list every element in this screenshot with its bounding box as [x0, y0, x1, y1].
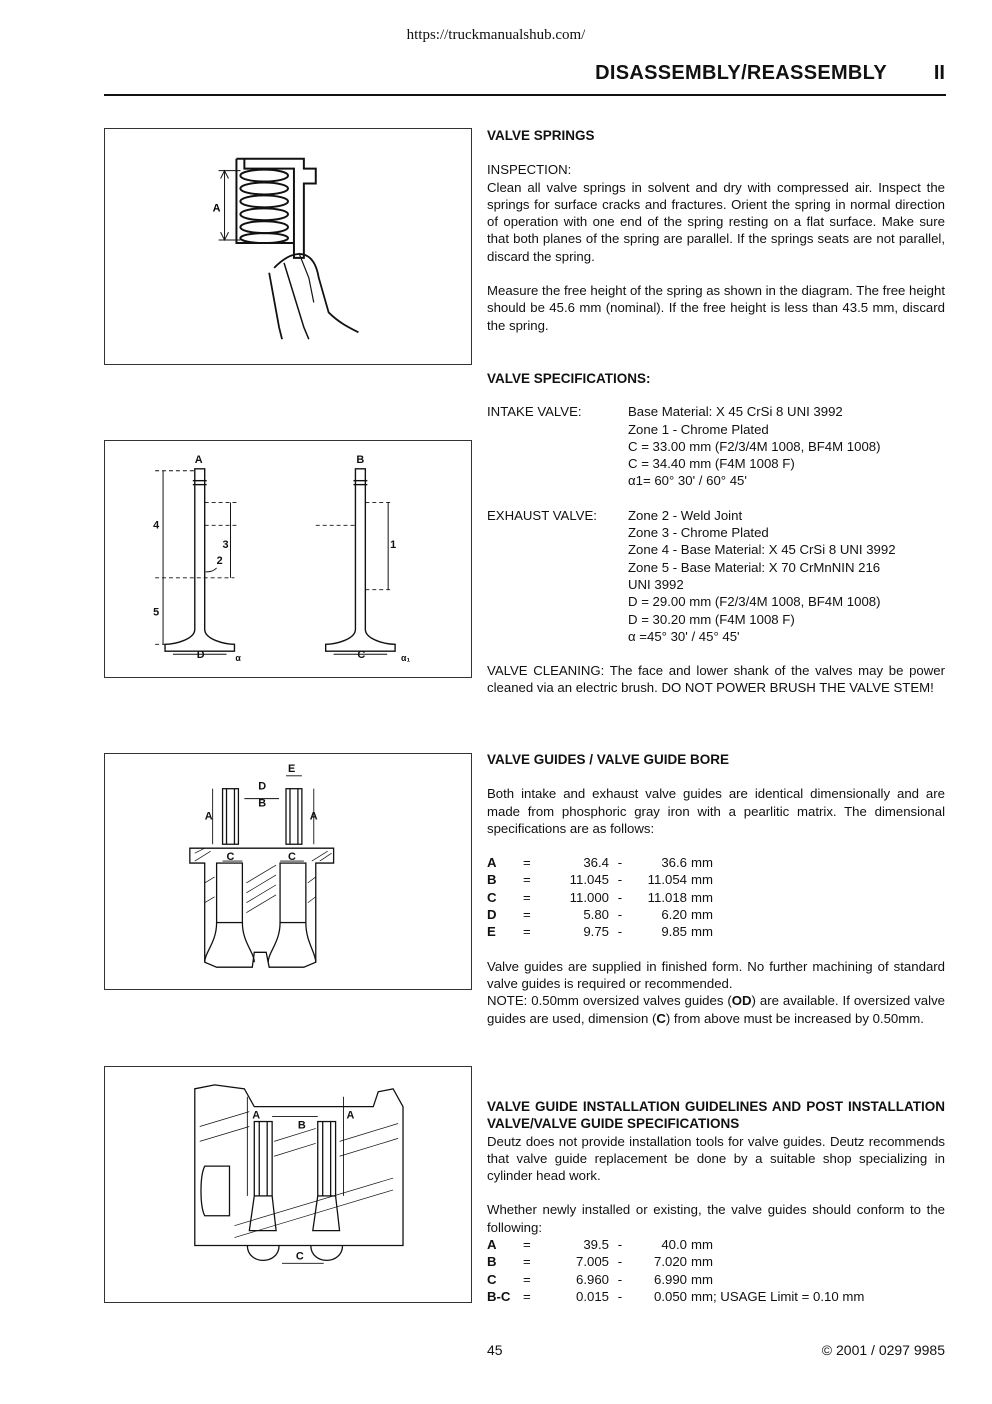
- source-url[interactable]: https://truckmanualshub.com/: [406, 27, 586, 43]
- fig3-label-b: B: [258, 797, 267, 810]
- installation-heading: VALVE GUIDE INSTALLATION GUIDELINES AND POST INSTALLATION VALVE/VALVE GUIDE SPECIFICATIONS: [487, 1099, 945, 1132]
- fig4-label-b: B: [297, 1119, 306, 1132]
- valve-springs-paragraph-1: Clean all valve springs in solvent and dry with compressed air. Inspect the springs for surface cracks and fractures. Orient the spring in normal direction of operation with one end of the spring resting on a flat surface. Make sure that both planes of the spring are parallel. If the springs seats are not parallel, discard the spring.: [487, 179, 945, 264]
- valve-dimensions-illustration: [105, 441, 471, 677]
- fig3-label-e: E: [288, 762, 296, 775]
- valve-specs-heading: VALVE SPECIFICATIONS:: [487, 371, 651, 386]
- valve-guides-section: [487, 751, 945, 1027]
- exhaust-line: D = 29.00 mm (F2/3/4M 1008, BF4M 1008): [628, 594, 881, 610]
- installation-paragraph-1: Deutz does not provide installation tools for valve guides. Deutz recommends that valve guide replacement be done by a suitable shop specializing in cylinder head work.: [487, 1133, 945, 1184]
- page-title: DISASSEMBLY/REASSEMBLY: [595, 62, 887, 84]
- intake-line: Base Material: X 45 CrSi 8 UNI 3992: [628, 404, 843, 420]
- intake-valve-label: INTAKE VALVE:: [487, 404, 582, 420]
- valve-guides-heading: VALVE GUIDES / VALVE GUIDE BORE: [487, 752, 730, 767]
- fig2-label-a: A: [194, 453, 203, 466]
- dimension-row: D = 5.80 - 6.20 mm: [487, 907, 713, 923]
- dimension-row: A = 36.4 - 36.6 mm: [487, 855, 713, 871]
- valve-springs-paragraph-2: Measure the free height of the spring as shown in the diagram. The free height should be 45.6 mm (nominal). If the free height is less than 43.5 mm, discard the spring.: [487, 283, 945, 333]
- dimension-row: C = 11.000 - 11.018 mm: [487, 889, 713, 905]
- exhaust-valve-label: EXHAUST VALVE:: [487, 507, 597, 523]
- valve-guides-paragraph-2: Valve guides are supplied in finished form. No further machining of standard valve guides is required or recommended.: [487, 958, 945, 991]
- fig2-label-2: 2: [216, 554, 223, 567]
- fig2-label-c: C: [357, 649, 366, 662]
- installation-section: [487, 1098, 945, 1305]
- fig3-label-a-right: A: [309, 810, 318, 823]
- valve-springs-section: [487, 127, 945, 334]
- valve-guides-dimensions: [487, 854, 945, 940]
- intake-valve-spec: [487, 403, 945, 489]
- valve-guide-bore-illustration: [105, 754, 471, 989]
- exhaust-line: UNI 3992: [628, 576, 684, 592]
- exhaust-line: α =45° 30' / 45° 45': [628, 628, 740, 644]
- header-divider: [104, 94, 946, 96]
- fig3-label-a-left: A: [204, 810, 213, 823]
- valve-cleaning-paragraph: VALVE CLEANING: The face and lower shank of the valves may be power cleaned via an electric brush. DO NOT POWER BRUSH THE VALVE STEM!: [487, 663, 945, 696]
- exhaust-line: Zone 5 - Base Material: X 70 CrMnNIN 216: [628, 559, 881, 575]
- fig2-label-alpha: α: [235, 653, 241, 664]
- exhaust-line: D = 30.20 mm (F4M 1008 F): [628, 611, 795, 627]
- fig2-label-d: D: [196, 649, 205, 662]
- fig2-label-alpha1: α₁: [401, 653, 411, 664]
- copyright: © 2001 / 0297 9985: [821, 1342, 945, 1358]
- intake-line: C = 33.00 mm (F2/3/4M 1008, BF4M 1008): [628, 438, 881, 454]
- fig2-label-1: 1: [390, 539, 397, 552]
- exhaust-line: Zone 2 - Weld Joint: [628, 507, 743, 523]
- valve-spring-illustration: [105, 129, 471, 364]
- fig4-label-a-right: A: [346, 1109, 355, 1122]
- dimension-row: B-C = 0.015 - 0.050 mm; USAGE Limit = 0.10 mm: [487, 1288, 865, 1304]
- intake-line: Zone 1 - Chrome Plated: [628, 421, 769, 437]
- valve-guides-paragraph-1: Both intake and exhaust valve guides are identical dimensionally and are made from phosphoric gray iron with a pearlitic matrix. The dimensional specifications are as follows:: [487, 786, 945, 836]
- installation-paragraph-2: Whether newly installed or existing, the valve guides should conform to the following:: [487, 1202, 945, 1235]
- valve-spring-figure: [104, 128, 472, 365]
- intake-line: C = 34.40 mm (F4M 1008 F): [628, 456, 795, 472]
- valve-specs-section: [487, 370, 945, 697]
- dimension-row: E = 9.75 - 9.85 mm: [487, 924, 713, 940]
- fig1-label-a: A: [212, 202, 221, 215]
- fig4-label-c: C: [295, 1250, 304, 1263]
- exhaust-line: Zone 4 - Base Material: X 45 CrSi 8 UNI 3992: [628, 542, 896, 558]
- intake-line: α1= 60° 30' / 60° 45': [628, 473, 747, 489]
- fig3-label-c-left: C: [226, 851, 235, 864]
- valve-guide-bore-figure: [104, 753, 472, 990]
- oversize-note: NOTE: 0.50mm oversized valves guides (OD) are available. If oversized valve guides are used, dimension (C) from above must be increased by 0.50mm.: [487, 993, 945, 1026]
- fig3-label-d: D: [258, 780, 267, 793]
- fig2-label-b: B: [356, 453, 365, 466]
- fig2-label-3: 3: [222, 539, 229, 552]
- inspection-label: INSPECTION:: [487, 162, 572, 178]
- fig2-label-5: 5: [153, 606, 160, 619]
- dimension-row: B = 7.005 - 7.020 mm: [487, 1254, 713, 1270]
- fig3-label-c-right: C: [288, 851, 296, 864]
- valve-guide-installation-figure: [104, 1066, 472, 1303]
- valve-guide-installation-illustration: [105, 1067, 471, 1302]
- dimension-row: A = 39.5 - 40.0 mm: [487, 1237, 713, 1253]
- fig4-label-a-left: A: [252, 1109, 261, 1122]
- fig2-label-4: 4: [153, 519, 160, 532]
- section-number: II: [933, 62, 945, 84]
- installation-dimensions: [487, 1236, 945, 1305]
- valve-springs-heading: VALVE SPRINGS: [487, 128, 595, 143]
- page-number: 45: [487, 1342, 503, 1358]
- dimension-row: B = 11.045 - 11.054 mm: [487, 872, 713, 888]
- exhaust-valve-spec: [487, 507, 945, 645]
- dimension-row: C = 6.960 - 6.990 mm: [487, 1271, 713, 1287]
- exhaust-line: Zone 3 - Chrome Plated: [628, 525, 769, 541]
- valve-dimensions-figure: [104, 440, 472, 678]
